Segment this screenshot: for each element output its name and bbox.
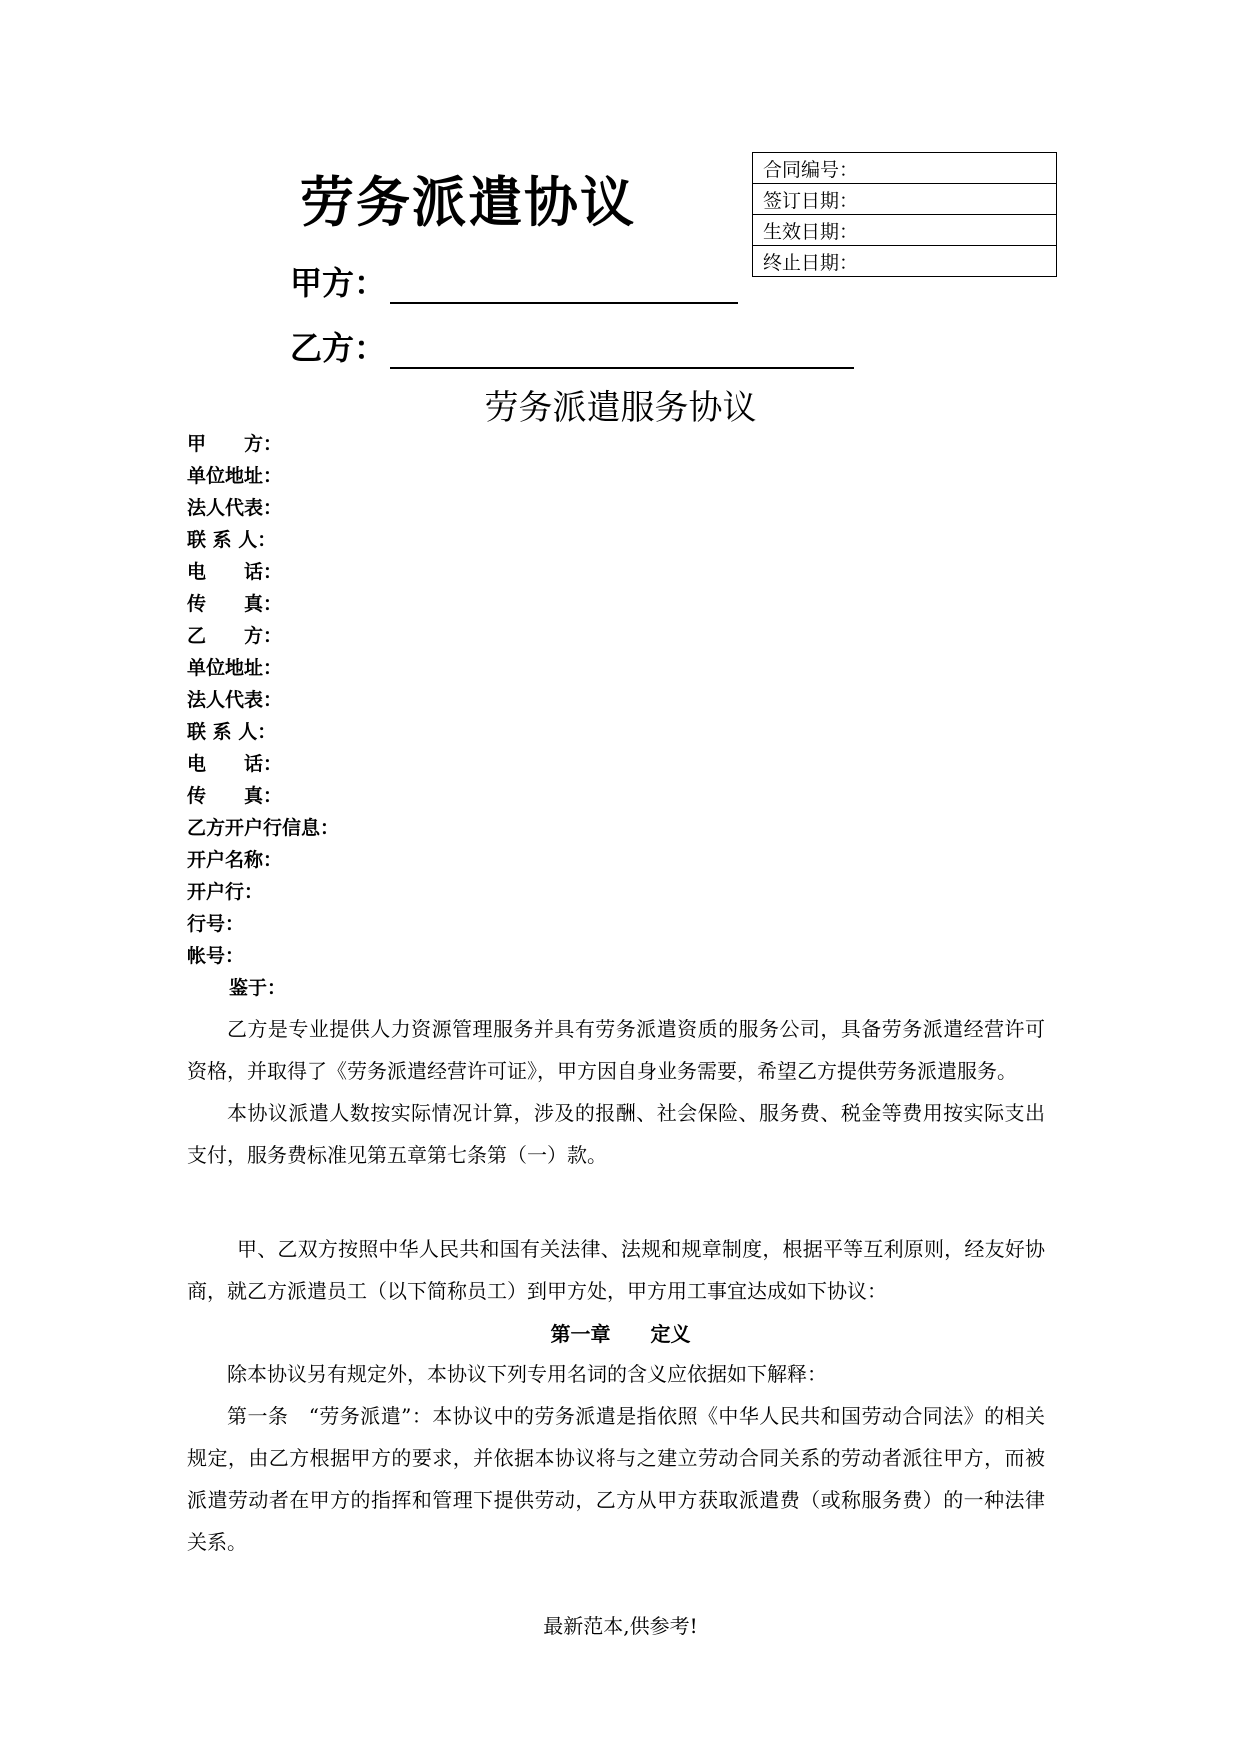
termination-date-cell: 终止日期： [753, 246, 1057, 277]
field-account-name: 开户名称： [187, 849, 283, 871]
agreement-subtitle: 劳务派遣服务协议 [484, 388, 757, 428]
field-bank: 开户行： [187, 881, 264, 903]
paragraph-3: 甲、乙双方按照中华人民共和国有关法律、法规和规章制度，根据平等互利原则，经友好协商，就乙方派遣员工（以下简称员工）到甲方处，甲方用工事宜达成如下协议： [187, 1237, 1045, 1303]
document-title: 劳务派遣协议 [300, 171, 636, 234]
field-bank-code: 行号： [187, 913, 245, 935]
whereas-label: 鉴于： [229, 977, 287, 999]
field-party-b-legal-rep: 法人代表： [187, 689, 283, 711]
chapter-1-body [187, 1353, 1045, 1563]
field-party-a-phone: 电 话： [187, 561, 283, 583]
whereas-paragraphs [187, 1008, 1045, 1176]
agreement-preamble [187, 1228, 1045, 1312]
party-b-blank [390, 337, 854, 369]
field-account-number: 帐号： [187, 945, 245, 967]
party-a-line [290, 258, 738, 304]
party-b-label: 乙方： [290, 329, 387, 367]
field-party-a-fax: 传 真： [187, 593, 283, 615]
contract-info-table [752, 152, 1057, 277]
paragraph-2: 本协议派遣人数按实际情况计算，涉及的报酬、社会保险、服务费、税金等费用按实际支出支付，服务费标准见第五章第七条第（一）款。 [187, 1101, 1045, 1167]
article-1: 第一条 “劳务派遣”：本协议中的劳务派遣是指依照《中华人民共和国劳动合同法》的相关规定，由乙方根据甲方的要求，并依据本协议将与之建立劳动合同关系的劳动者派往甲方，而被派遣劳动者在甲方的指挥和管理下提供劳动，乙方从甲方获取派遣费（或称服务费）的一种法律关系。 [187, 1404, 1045, 1554]
chapter-1-heading: 第一章 定义 [550, 1322, 691, 1346]
party-b-line [290, 323, 854, 369]
paragraph-4: 除本协议另有规定外，本协议下列专用名词的含义应依据如下解释： [227, 1362, 827, 1386]
field-party-b-contact: 联 系 人： [187, 721, 277, 743]
page-footer: 最新范本,供参考! [543, 1614, 698, 1638]
field-party-a: 甲 方： [187, 433, 283, 455]
field-party-b-fax: 传 真： [187, 785, 283, 807]
effective-date-cell: 生效日期： [753, 215, 1057, 246]
field-party-b: 乙 方： [187, 625, 283, 647]
party-a-blank [390, 272, 738, 304]
field-bank-info: 乙方开户行信息： [187, 817, 340, 839]
field-party-a-address: 单位地址： [187, 465, 283, 487]
field-party-b-address: 单位地址： [187, 657, 283, 679]
field-party-a-contact: 联 系 人： [187, 529, 277, 551]
signing-date-cell: 签订日期： [753, 184, 1057, 215]
field-party-b-phone: 电 话： [187, 753, 283, 775]
paragraph-1: 乙方是专业提供人力资源管理服务并具有劳务派遣资质的服务公司，具备劳务派遣经营许可资格，并取得了《劳务派遣经营许可证》，甲方因自身业务需要，希望乙方提供劳务派遣服务。 [187, 1017, 1045, 1083]
contract-number-cell: 合同编号： [753, 153, 1057, 184]
party-a-label: 甲方： [290, 264, 387, 302]
field-party-a-legal-rep: 法人代表： [187, 497, 283, 519]
party-info-fields [187, 428, 339, 1004]
